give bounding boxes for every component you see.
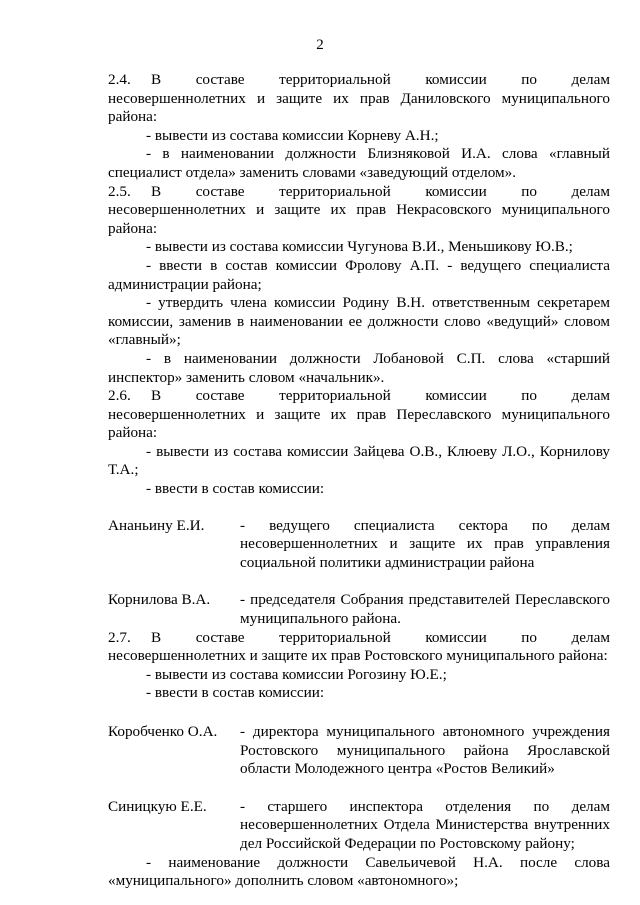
- heading-word: В: [151, 182, 162, 200]
- section-2-6-text: несовершеннолетних и защите их прав Переславского муниципального района:: [108, 405, 610, 442]
- list-item: - ввести в состав комиссии Фролову А.П. - ведущего специалиста администрации района;: [108, 256, 610, 293]
- list-item: - в наименовании должности Близняковой И.А. слова «главный специалист отдела» заменить словами «заведующий отделом».: [108, 145, 610, 181]
- heading-word: территориальной: [279, 387, 391, 405]
- heading-word: составе: [195, 387, 245, 405]
- document-body: [108, 71, 610, 891]
- section-number: 2.7.: [108, 628, 131, 646]
- heading-words: [146, 183, 610, 202]
- person-entry: [108, 517, 610, 573]
- person-entry: [108, 591, 610, 628]
- heading-words: [146, 71, 610, 90]
- heading-word: территориальной: [279, 182, 391, 200]
- list-item: - утвердить члена комиссии Родину В.Н. ответственным секретарем комиссии, заменив в наименовании ее должности слово «ведущий» словом «главный»;: [108, 294, 610, 349]
- heading-word: комиссии: [425, 387, 487, 405]
- heading-word: делам: [571, 628, 610, 646]
- heading-word: комиссии: [425, 182, 487, 200]
- person-entry: [108, 723, 610, 779]
- heading-word: составе: [195, 71, 245, 88]
- heading-word: территориальной: [279, 71, 391, 88]
- heading-word: составе: [195, 628, 245, 646]
- heading-word: по: [521, 387, 537, 405]
- heading-word: территориальной: [279, 628, 391, 646]
- heading-word: по: [521, 71, 537, 88]
- list-item: - вывести из состава комиссии Корневу А.Н.;: [146, 126, 439, 144]
- heading-word: В: [151, 628, 162, 646]
- section-2-4-heading: [108, 71, 610, 90]
- heading-word: комиссии: [425, 71, 487, 88]
- person-description: - председателя Собрания представителей Переславского муниципального района.: [240, 591, 610, 628]
- list-item: - вывести из состава комиссии Зайцева О.В., Клюеву Л.О., Корнилову Т.А.;: [108, 442, 610, 479]
- list-item: - в наименовании должности Лобановой С.П. слова «старший инспектор» заменить словом «начальник».: [108, 349, 610, 386]
- heading-word: комиссии: [425, 628, 487, 646]
- list-item: - наименование должности Савельичевой Н.А. после слова «муниципального» дополнить словом «автономного»;: [108, 853, 610, 890]
- heading-words: [146, 387, 610, 406]
- section-2-6-heading: [108, 387, 610, 406]
- heading-word: В: [151, 387, 162, 405]
- section-2-5-heading: [108, 183, 610, 202]
- person-description: - ведущего специалиста сектора по делам несовершеннолетних и защите их прав управления социальной политики администрации района: [240, 516, 610, 571]
- section-2-5-text: несовершеннолетних и защите их прав Некрасовского муниципального района:: [108, 201, 610, 237]
- section-number: 2.4.: [108, 71, 131, 88]
- heading-word: по: [521, 628, 537, 646]
- list-item: - ввести в состав комиссии:: [146, 684, 325, 702]
- person-description: - старшего инспектора отделения по делам несовершеннолетних Отдела Министерства внутренних дел Российской Федерации по Ростовскому району;: [240, 797, 610, 852]
- heading-word: делам: [571, 182, 610, 200]
- heading-words: [146, 629, 610, 648]
- section-2-7-text: несовершеннолетних и защите их прав Ростовского муниципального района:: [108, 647, 608, 665]
- person-name: Ананьину Е.И.: [108, 516, 205, 534]
- section-number: 2.6.: [108, 387, 131, 405]
- heading-word: по: [521, 182, 537, 200]
- heading-word: делам: [571, 387, 610, 405]
- section-2-7-heading: [108, 629, 610, 648]
- heading-word: делам: [571, 71, 610, 88]
- heading-word: составе: [195, 182, 245, 200]
- section-2-4-text: несовершеннолетних и защите их прав Даниловского муниципального района:: [108, 89, 610, 126]
- section-number: 2.5.: [108, 182, 131, 200]
- list-item: - вывести из состава комиссии Рогозину Ю.Е.;: [146, 665, 447, 683]
- person-name: Синицкую Е.Е.: [108, 797, 207, 815]
- person-name: Коробченко О.А.: [108, 723, 218, 740]
- list-item: - вывести из состава комиссии Чугунова В.И., Меньшикову Ю.В.;: [146, 238, 573, 256]
- page-number: 2: [316, 37, 324, 53]
- person-description: - директора муниципального автономного учреждения Ростовского муниципального района Ярославской области Молодежного центра «Ростов Великий»: [240, 723, 610, 778]
- list-item: - ввести в состав комиссии:: [146, 480, 325, 498]
- person-entry: [108, 798, 610, 854]
- heading-word: В: [151, 71, 162, 88]
- person-name: Корнилова В.А.: [108, 591, 211, 609]
